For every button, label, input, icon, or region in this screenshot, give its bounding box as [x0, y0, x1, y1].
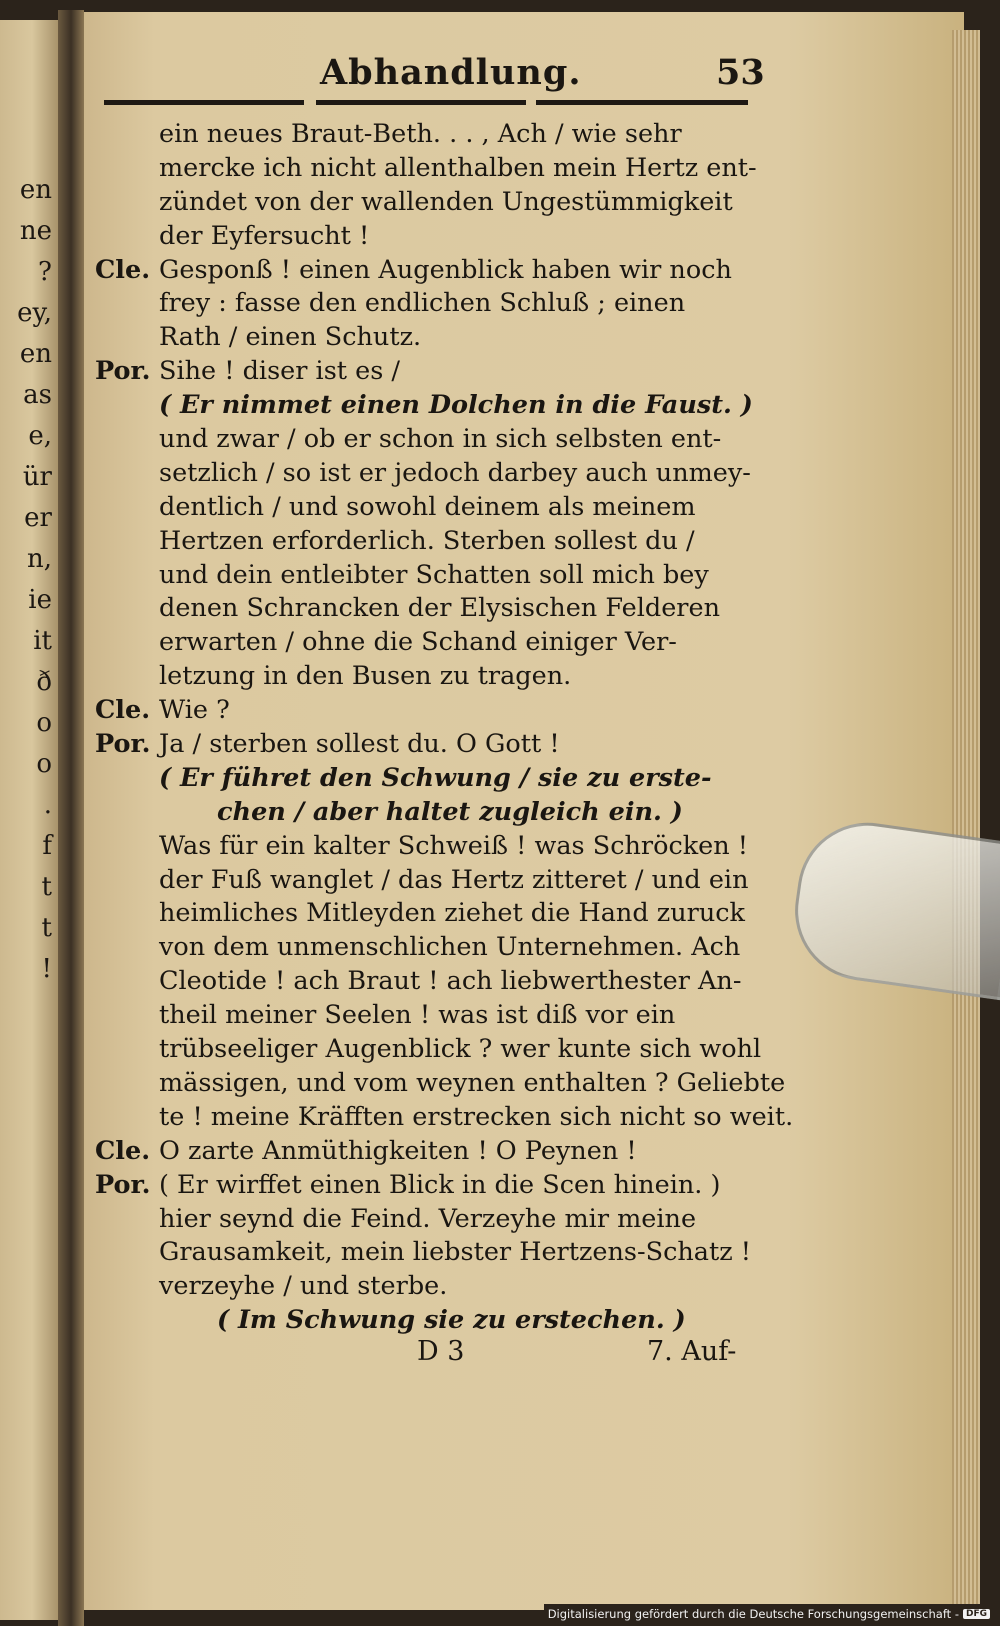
- left-page-fragment: t: [41, 913, 52, 943]
- dialogue-text: mässigen, und vom weynen enthalten ? Geliebte: [159, 1067, 786, 1098]
- page-number: 53: [716, 52, 765, 93]
- text-line: [95, 457, 760, 491]
- dialogue-text: O zarte Anmüthigkeiten ! O Peynen !: [159, 1135, 637, 1166]
- text-line: [95, 491, 760, 525]
- text-line: [95, 1304, 760, 1338]
- text-line: [95, 389, 760, 423]
- text-line: [95, 1236, 760, 1270]
- dialogue-text: frey : fasse den endlichen Schluß ; einen: [159, 288, 686, 319]
- signature-mark: D 3: [417, 1336, 465, 1367]
- stage-direction: ( Im Schwung sie zu erstechen. ): [217, 1305, 686, 1336]
- dialogue-text: ein neues Braut-Beth. . . , Ach / wie sehr: [159, 119, 682, 149]
- left-page-fragment: ey,: [17, 298, 52, 328]
- text-line: [95, 864, 760, 898]
- dialogue-text: Was für ein kalter Schweiß ! was Schröcken !: [159, 830, 749, 861]
- text-line: [95, 762, 760, 796]
- text-line: [95, 355, 760, 389]
- speaker-label: Por.: [95, 356, 151, 387]
- dialogue-text: von dem unmenschlichen Unternehmen. Ach: [159, 932, 741, 963]
- left-page-fragment: n,: [26, 544, 52, 574]
- dialogue-text: Sihe ! diser ist es /: [159, 356, 401, 387]
- left-page-fragment: ür: [22, 462, 52, 492]
- dialogue-text: Gesponß ! einen Augenblick haben wir noch: [159, 254, 732, 285]
- left-page-fragments: [0, 170, 58, 990]
- dfg-logo-icon: DFG: [963, 1609, 990, 1619]
- header-rule: [104, 100, 304, 105]
- credit-text: Digitalisierung gefördert durch die Deutsche Forschungsgemeinschaft -: [547, 1607, 959, 1621]
- text-line: [95, 1135, 760, 1169]
- text-line: [95, 728, 760, 762]
- left-page-fragment: o: [36, 749, 52, 779]
- text-line: [95, 796, 760, 830]
- dialogue-text: zündet von der wallenden Ungestümmigkeit: [159, 186, 733, 217]
- dialogue-text: Ja / sterben sollest du. O Gott !: [159, 729, 560, 760]
- text-line: [95, 830, 760, 864]
- text-line: [95, 931, 760, 965]
- text-line: [95, 897, 760, 931]
- left-page-fragment: ð: [36, 667, 52, 697]
- text-line: [95, 287, 760, 321]
- dialogue-text: setzlich / so ist er jedoch darbey auch unmey-: [159, 457, 751, 488]
- catchword: 7. Auf-: [647, 1336, 737, 1367]
- text-line: [95, 559, 760, 593]
- speaker-label: Por.: [95, 729, 151, 760]
- page-edge-stack: [952, 30, 980, 1610]
- dialogue-text: trübseeliger Augenblick ? wer kunte sich wohl: [159, 1034, 762, 1065]
- dialogue-text: hier seynd die Feind. Verzeyhe mir meine: [159, 1203, 697, 1234]
- dialogue-text: denen Schrancken der Elysischen Felderen: [159, 593, 720, 624]
- dialogue-text: heimliches Mitleyden ziehet die Hand zuruck: [159, 898, 745, 929]
- dialogue-text: der Fuß wanglet / das Hertz zitteret / und ein: [159, 864, 749, 895]
- left-page-edge: [0, 20, 58, 1620]
- dialogue-text: und dein entleibter Schatten soll mich bey: [159, 559, 709, 590]
- dialogue-text: theil meiner Seelen ! was ist diß vor ein: [159, 1000, 676, 1031]
- dialogue-text: Rath / einen Schutz.: [159, 322, 422, 353]
- text-line: [95, 321, 760, 355]
- page-text: [95, 118, 794, 1338]
- left-page-fragment: er: [24, 503, 52, 533]
- left-page-fragment: as: [23, 380, 52, 410]
- text-line: [95, 186, 760, 220]
- left-page-fragment: ie: [28, 585, 52, 615]
- speaker-label: Cle.: [95, 695, 151, 726]
- dialogue-text: te ! meine Kräfften erstrecken sich nicht so weit.: [159, 1101, 794, 1132]
- left-page-fragment: o: [36, 708, 52, 738]
- left-page-fragment: e,: [28, 421, 52, 451]
- text-line: [95, 694, 760, 728]
- dialogue-text: erwarten / ohne die Schand einiger Ver-: [159, 627, 677, 658]
- text-line: [95, 592, 760, 626]
- dialogue-text: dentlich / und sowohl deinem als meinem: [159, 491, 696, 522]
- stage-direction: ( Er führet den Schwung / sie zu erste-: [159, 762, 712, 793]
- left-page-fragment: ne: [19, 216, 52, 246]
- text-line: [95, 1101, 794, 1135]
- text-line: [95, 1270, 760, 1304]
- left-page-fragment: .: [43, 790, 52, 820]
- text-line: [95, 660, 760, 694]
- running-head: Abhandlung.: [320, 52, 582, 93]
- dialogue-text: Wie ?: [159, 695, 230, 726]
- dialogue-text: letzung in den Busen zu tragen.: [159, 661, 572, 692]
- left-page-fragment: t: [41, 872, 52, 902]
- text-line: [95, 999, 760, 1033]
- text-line: [95, 1169, 760, 1203]
- digitization-credit: [544, 1604, 994, 1624]
- left-page-fragment: it: [33, 626, 52, 656]
- dialogue-text: Cleotide ! ach Braut ! ach liebwerthester An-: [159, 966, 742, 997]
- text-line: [95, 1067, 786, 1101]
- left-page-fragment: en: [19, 175, 52, 205]
- left-page-fragment: ?: [38, 257, 52, 287]
- dialogue-text: und zwar / ob er schon in sich selbsten ent-: [159, 424, 722, 455]
- dialogue-text: mercke ich nicht allenthalben mein Hertz ent-: [159, 152, 757, 183]
- text-line: [95, 423, 760, 457]
- text-line: [95, 626, 760, 660]
- dialogue-text: Hertzen erforderlich. Sterben sollest du /: [159, 525, 695, 556]
- dialogue-text: der Eyfersucht !: [159, 220, 370, 251]
- speaker-label: Cle.: [95, 1135, 151, 1166]
- header-rule: [536, 100, 748, 105]
- speaker-label: Por.: [95, 1169, 151, 1200]
- dialogue-text: ( Er wirffet einen Blick in die Scen hinein. ): [159, 1169, 721, 1200]
- left-page-fragment: f: [42, 831, 52, 861]
- text-line: [95, 965, 760, 999]
- page-footer: [95, 1336, 755, 1370]
- text-line: [95, 152, 760, 186]
- left-page-fragment: !: [41, 954, 52, 984]
- dialogue-text: verzeyhe / und sterbe.: [159, 1271, 448, 1302]
- stage-direction: chen / aber haltet zugleich ein. ): [217, 796, 683, 827]
- text-line: [95, 220, 760, 254]
- text-line: [95, 1033, 760, 1067]
- left-page-fragment: en: [19, 339, 52, 369]
- header-rule: [316, 100, 526, 105]
- text-line: [95, 525, 760, 559]
- dialogue-text: Grausamkeit, mein liebster Hertzens-Schatz !: [159, 1237, 752, 1268]
- text-line: [95, 118, 760, 152]
- text-line: [95, 254, 760, 288]
- book-gutter: [58, 10, 84, 1626]
- text-line: [95, 1203, 760, 1237]
- speaker-label: Cle.: [95, 254, 151, 285]
- stage-direction: ( Er nimmet einen Dolchen in die Faust. ): [159, 390, 753, 421]
